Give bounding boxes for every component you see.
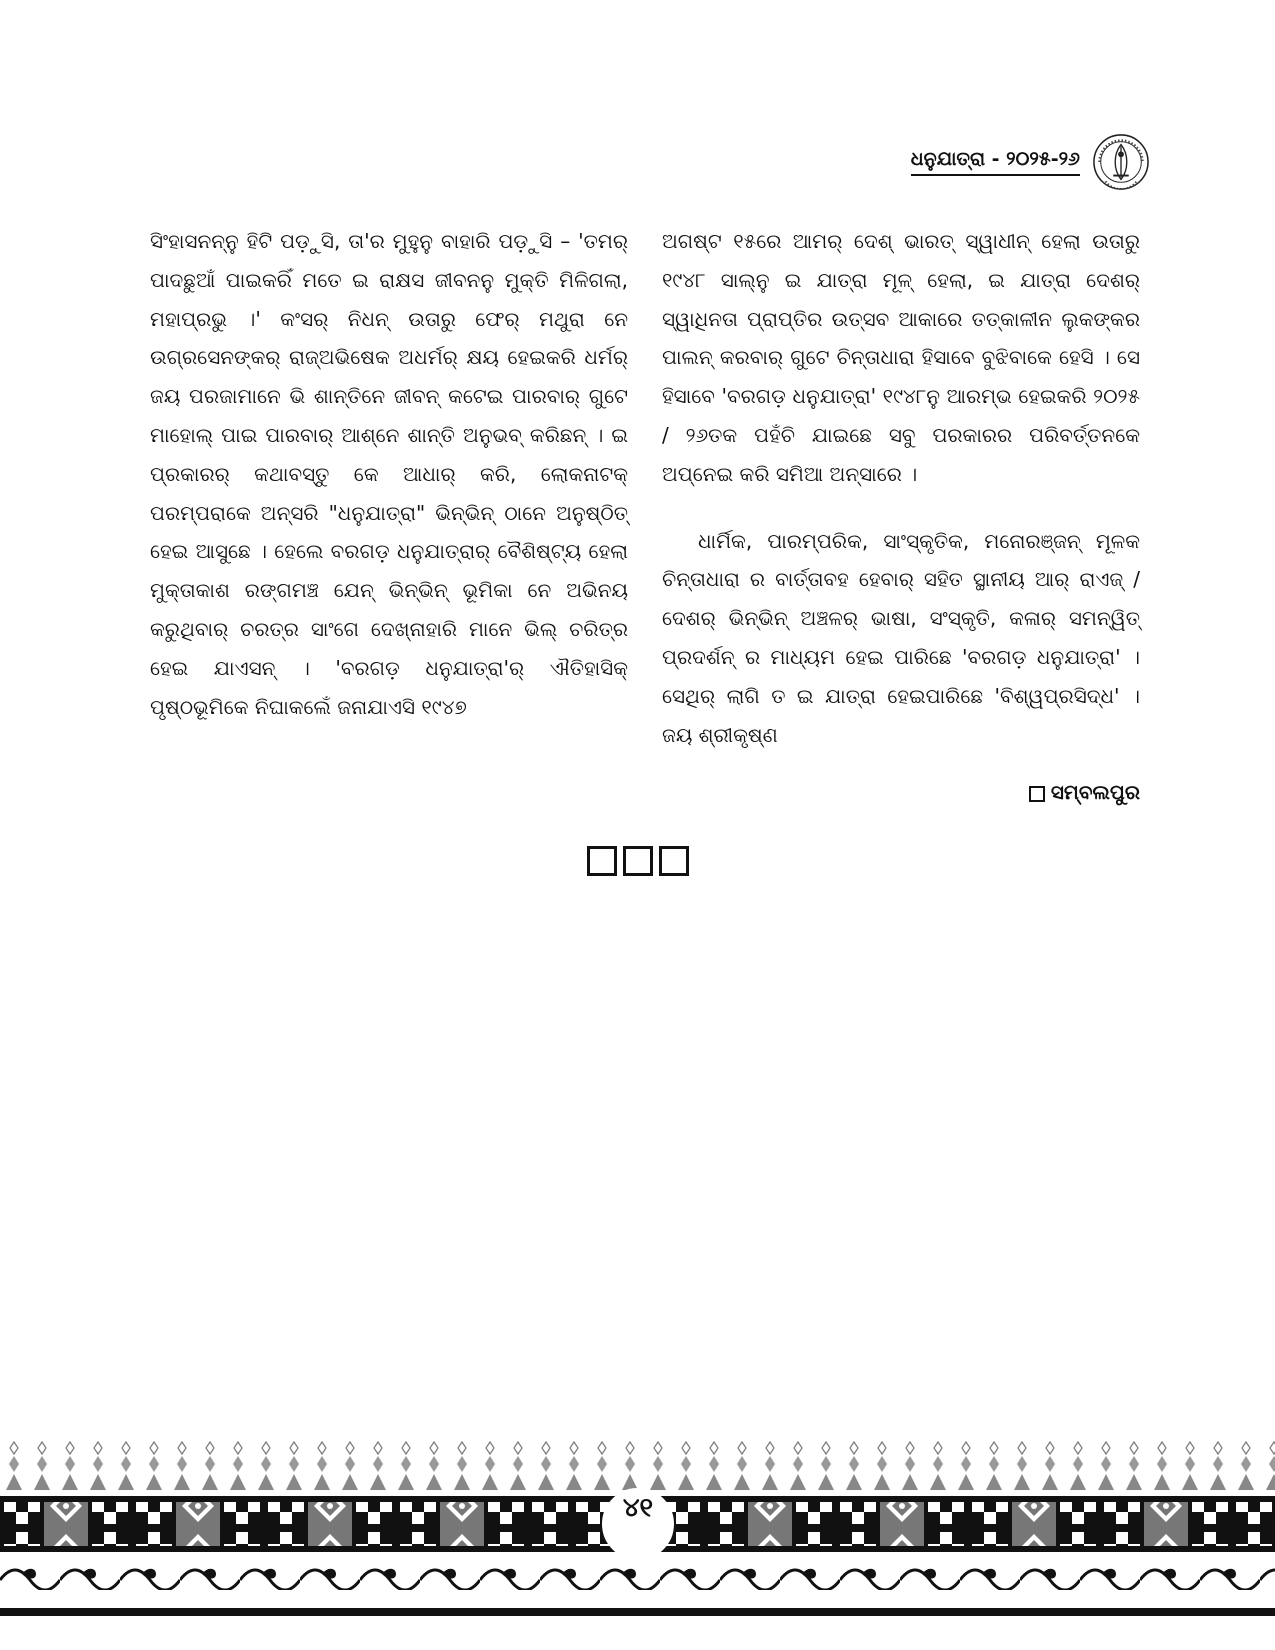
decorative-border-footer <box>0 1440 1275 1650</box>
paragraph: ଅଗଷ୍ଟ ୧୫ରେ ଆମର୍ ଦେଶ୍ ଭାରତ୍ ସ୍ୱାଧୀନ୍ ହେଲା ଉତାରୁ ୧୯୪୮ ସାଲ୍‌ନୁ ଇ ଯାତ୍ରା ମୂଳ୍ ହେଲା, ଇ ଯାତ୍ରା ଦେଶର୍ ସ୍ୱାଧିନତା ପ୍ରାପ୍ତିର ଉତ୍ସବ ଆକାରେ ତତ୍‌କାଳୀନ ଲୁକଙ୍କର ପାଲନ୍ କରବାର୍ ଗୁଟେ ଚିନ୍ତାଧାରା ହିସାବେ ବୁଝିବାକେ ହେସି । ସେ ହିସାବେ 'ବରଗଡ଼ ଧନୁଯାତ୍ରା' ୧୯୪୮ନୁ ଆରମ୍ଭ ହେଇକରି ୨୦୨୫ / ୨୬ତକ ପହଁଚି ଯାଇଛେ ସବୁ ପରକାରର ପରିବର୍ତ୍ତନକେ ଅପ୍‌ନେଇ କରି ସମିଆ ଅନ୍‌ସାରେ । <box>662 229 1140 486</box>
square-ornament-icon <box>587 846 617 876</box>
square-ornament-icon <box>623 846 653 876</box>
signature-place: ସମ୍ବଲପୁର <box>1050 780 1140 804</box>
square-bullet-icon <box>1029 786 1045 802</box>
running-header-title: ଧନୁଯାତ୍ରା - ୨୦୨୫-୨୬ <box>911 148 1080 176</box>
article-body <box>150 222 1140 822</box>
right-column <box>662 222 1140 822</box>
author-signature <box>900 780 1140 804</box>
page-header <box>840 132 1150 192</box>
end-of-article-marks <box>0 846 1275 882</box>
paragraph: ଧାର୍ମିକ, ପାରମ୍ପରିକ, ସାଂସ୍କୃତିକ, ମନୋରଞ୍ଜନ୍ ମୂଳକ ଚିନ୍ତାଧାରା ର ବାର୍ତ୍ତାବହ ହେବାର୍ ସହିତ ସ୍ଥାନୀୟ ଆର୍ ରାଏଜ୍ / ଦେଶର୍ ଭିନ୍‌ଭିନ୍ ଅଞ୍ଚଳର୍ ଭାଷା, ସଂସ୍କୃତି, କଳାର୍ ସମନ୍ୱିତ୍ ପ୍ରଦର୍ଶନ୍ ର ମାଧ୍ୟମ ହେଇ ପାରିଛେ 'ବରଗଡ଼ ଧନୁଯାତ୍ରା' । ସେଥିର୍ ଲାଗି ତ ଇ ଯାତ୍ରା ହେଇପାରିଛେ 'ବିଶ୍ୱପ୍ରସିଦ୍ଧ' । ଜୟ ଶ୍ରୀକୃଷ୍ଣ <box>662 528 1140 747</box>
left-column <box>150 222 628 822</box>
page-number: ୪୧ <box>622 1492 654 1523</box>
square-ornament-icon <box>659 846 689 876</box>
paragraph: ସିଂହାସନନ୍ନୁ ହିଟି ପଡ଼ୁସି, ତା'ର ମୁହୁନୁ ବାହାରି ପଡ଼ୁସି – 'ତମର୍ ପାଦଛୁଆଁ ପାଇକରିଁ ମତେ ଇ ରାକ୍ଷସ ଜୀବନନୁ ମୁକ୍ତି ମିଳିଗଲା, ମହାପ୍ରଭୁ ।' କଂସର୍ ନିଧନ୍ ଉତାରୁ ଫେର୍ ମଥୁରା ନେ ଉଗ୍ରସେନଙ୍କର୍ ରାଜ୍ଅଭିଷେକ ଅଧର୍ମର୍ କ୍ଷୟ ହେଇକରି ଧର୍ମର୍ ଜୟ ପରଜାମାନେ ଭି ଶାନ୍ତିନେ ଜୀବନ୍ କଟେଇ ପାରବାର୍ ଗୁଟେ ମାହୋଲ୍ ପାଇ ପାରବାର୍ ଆଶ୍ନେ ଶାନ୍ତି ଅନୁଭବ୍ କରିଛନ୍ । ଇ ପ୍ରକାରର୍ କଥାବସ୍ତୁ କେ ଆଧାର୍ କରି, ଲୋକନାଟକ୍ ପରମ୍ପରାକେ ଅନ୍ସରି "ଧନୁଯାତ୍ରା" ଭିନ୍‌ଭିନ୍ ଠାନେ ଅନୁଷ୍ଠିତ୍ ହେଇ ଆସୁଛେ । ହେଲେ ବରଗଡ଼ ଧନୁଯାତ୍ରାର୍ ବୈଶିଷ୍ଟ୍ୟ ହେଲା ମୁକ୍ତାକାଶ ରଙ୍ଗମଞ୍ଚ ଯେନ୍ ଭିନ୍‌ଭିନ୍ ଭୂମିକା ନେ ଅଭିନୟ କରୁଥିବାର୍ ଚରତ୍ର ସାଂଗେ ଦେଖ୍ନାହାରି ମାନେ ଭିଲ୍ ଚରିତ୍ର ହେଇ ଯାଏସନ୍ । 'ବରଗଡ଼ ଧନୁଯାତ୍ରା'ର୍ ଐତିହାସିକ୍ ପୃଷ୍ଠଭୂମିକେ ନିଘାକଲେଁ ଜନାଯାଏସି ୧୯୪୭ <box>150 229 628 719</box>
emblem-seal-icon <box>1092 133 1150 191</box>
